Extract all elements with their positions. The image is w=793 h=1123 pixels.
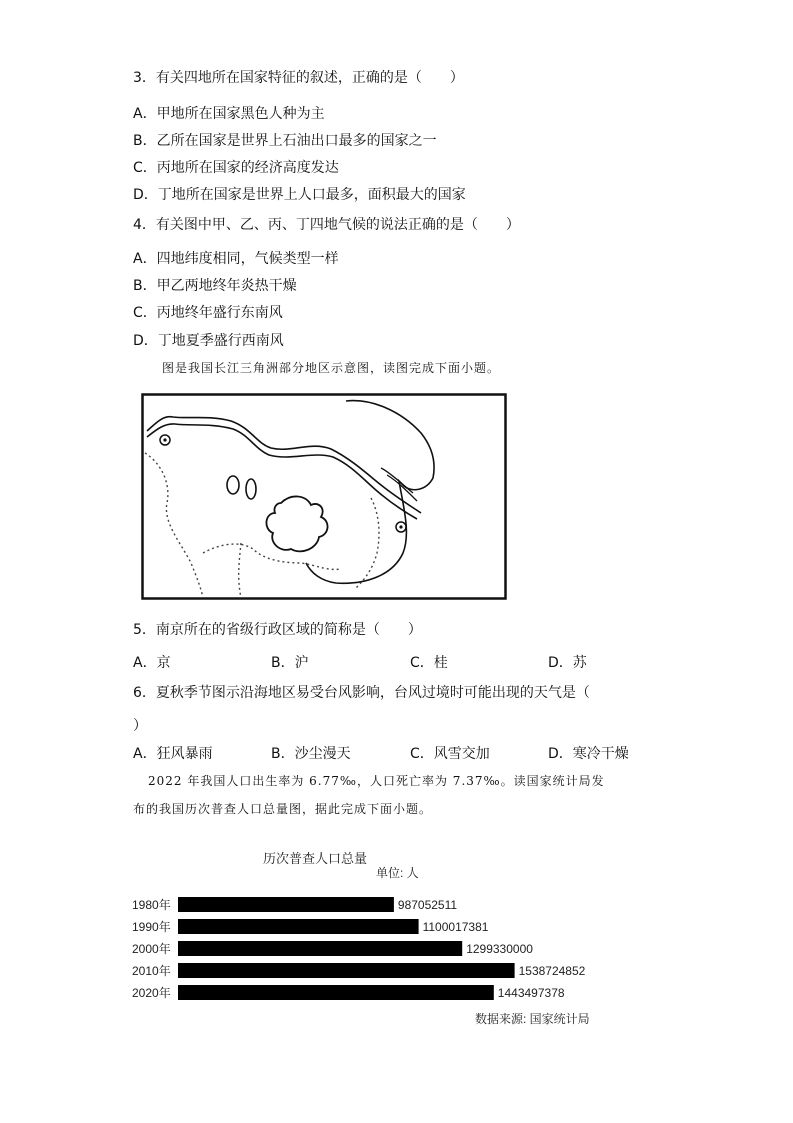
bar xyxy=(178,919,419,934)
category-label: 2010年 xyxy=(132,964,171,978)
bar-group xyxy=(132,897,586,1000)
q5-option-c: C．桂 xyxy=(410,655,448,671)
chart-intro-line1: 2022 年我国人口出生率为 6.77‰，人口死亡率为 7.37‰。读国家统计局发 xyxy=(148,774,605,788)
category-label: 1990年 xyxy=(132,920,171,934)
q3-option-d: D．丁地所在国家是世界上人口最多，面积最大的国家 xyxy=(133,187,466,203)
q6-option-d: D．寒冷干燥 xyxy=(548,746,629,762)
q3-option-a: A．甲地所在国家黑色人种为主 xyxy=(133,106,325,122)
q6-option-b: B．沙尘漫天 xyxy=(271,746,351,762)
chart-intro-line2: 布的我国历次普查人口总量图，据此完成下面小题。 xyxy=(133,802,433,816)
q3-stem: 3．有关四地所在国家特征的叙述，正确的是（ ） xyxy=(133,70,464,86)
q6-stem: 6．夏秋季节图示沿海地区易受台风影响，台风过境时可能出现的天气是（ xyxy=(133,685,590,701)
chart-source: 数据来源: 国家统计局 xyxy=(475,1012,590,1026)
bar xyxy=(178,941,462,956)
q5-option-a: A．京 xyxy=(133,655,171,671)
q4-stem: 4．有关图中甲、乙、丙、丁四地气候的说法正确的是（ ） xyxy=(133,217,520,233)
yangtze-delta-map xyxy=(141,393,507,600)
bar xyxy=(178,985,494,1000)
value-label: 1538724852 xyxy=(518,964,586,978)
value-label: 987052511 xyxy=(397,898,458,912)
q4-option-a: A．四地纬度相同，气候类型一样 xyxy=(133,251,339,267)
q3-option-c: C．丙地所在国家的经济高度发达 xyxy=(133,160,339,176)
q5-stem: 5．南京所在的省级行政区域的简称是（ ） xyxy=(133,622,422,638)
q6-option-a: A．狂风暴雨 xyxy=(133,746,213,762)
nanjing-dot xyxy=(163,438,166,441)
map-intro: 图是我国长江三角洲部分地区示意图，读图完成下面小题。 xyxy=(162,361,501,375)
bar xyxy=(178,897,394,912)
category-label: 2020年 xyxy=(132,986,171,1000)
population-census-chart xyxy=(128,845,618,1030)
chart-unit: 单位: 人 xyxy=(376,866,419,880)
value-label: 1100017381 xyxy=(422,920,489,934)
q4-option-c: C．丙地终年盛行东南风 xyxy=(133,305,283,321)
chart-title: 历次普查人口总量 xyxy=(263,851,368,866)
bar xyxy=(178,963,515,978)
q5-option-b: B．沪 xyxy=(271,655,309,671)
q4-option-d: D．丁地夏季盛行西南风 xyxy=(133,333,284,349)
q5-option-d: D．苏 xyxy=(548,655,587,671)
q6-option-c: C．风雪交加 xyxy=(410,746,490,762)
q6-stem-continued: ） xyxy=(133,718,147,734)
q4-option-b: B．甲乙两地终年炎热干燥 xyxy=(133,278,297,294)
shanghai-dot xyxy=(399,525,402,528)
category-label: 1980年 xyxy=(132,898,171,912)
value-label: 1299330000 xyxy=(466,942,533,956)
q3-option-b: B．乙所在国家是世界上石油出口最多的国家之一 xyxy=(133,133,437,149)
category-label: 2000年 xyxy=(132,942,171,956)
value-label: 1443497378 xyxy=(497,986,565,1000)
